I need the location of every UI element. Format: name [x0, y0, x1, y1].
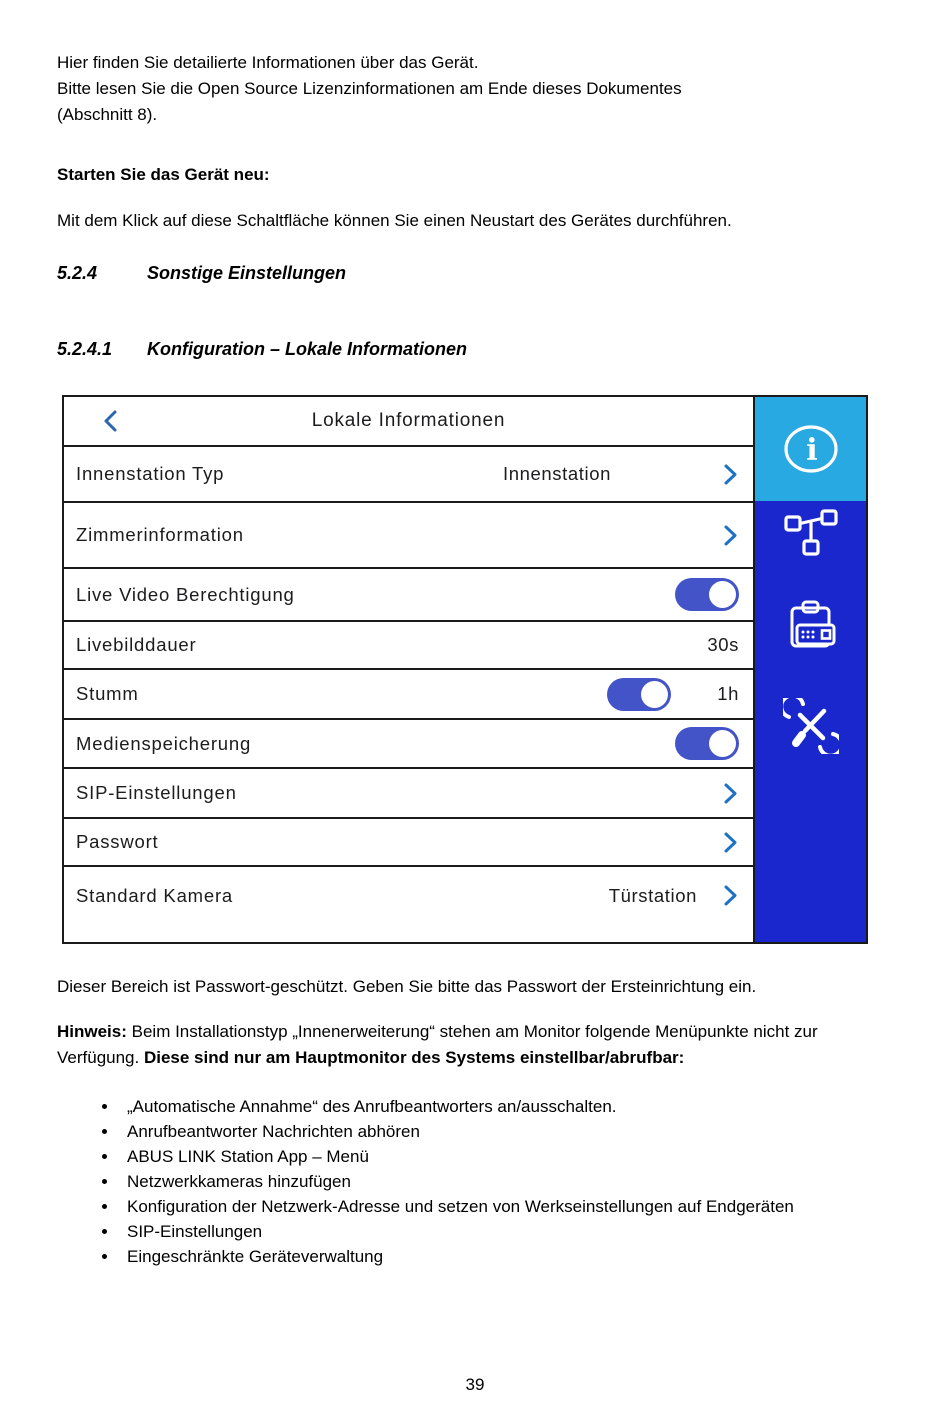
- list-item: • Anrufbeantworter Nachrichten abhören: [119, 1120, 893, 1145]
- local-info-screen: [62, 395, 868, 944]
- intro-paragraph: [57, 50, 893, 128]
- sidebar: [755, 397, 866, 942]
- row-stumm: [64, 668, 753, 718]
- back-chevron-icon: [102, 409, 119, 433]
- restart-heading: Starten Sie das Gerät neu:: [57, 165, 270, 184]
- back-button[interactable]: [102, 397, 119, 445]
- list-item: • Netzwerkkameras hinzufügen: [119, 1170, 893, 1195]
- svg-text:i: i: [805, 433, 818, 468]
- intro-line: Bitte lesen Sie die Open Source Lizenzinformationen am Ende dieses Dokumentes: [57, 79, 682, 98]
- chevron-right-icon: [723, 782, 739, 805]
- intercom-icon: [782, 598, 840, 654]
- list-item: • SIP-Einstellungen: [119, 1220, 893, 1245]
- stumm-toggle[interactable]: [607, 678, 671, 711]
- section-heading-5241: [57, 336, 893, 362]
- section-title: Konfiguration – Lokale Informationen: [147, 339, 468, 359]
- list-item: • Konfiguration der Netzwerk-Adresse und setzen von Werkseinstellungen auf Endgeräten: [119, 1195, 893, 1220]
- chevron-right-icon: [723, 831, 739, 854]
- screen-header: [64, 397, 753, 447]
- row-zimmerinformation[interactable]: [64, 501, 753, 567]
- row-label: Medienspeicherung: [76, 732, 252, 754]
- live-video-toggle[interactable]: [675, 578, 739, 611]
- row-value: Türstation: [608, 884, 697, 906]
- sidebar-tab-intercom[interactable]: [755, 591, 866, 661]
- list-item: • „Automatische Annahme“ des Anrufbeantworters an/ausschalten.: [119, 1095, 893, 1120]
- intro-line: (Abschnitt 8).: [57, 105, 158, 124]
- list-item: • Eingeschränkte Geräteverwaltung: [119, 1245, 893, 1270]
- section-title: Sonstige Einstellungen: [147, 263, 347, 283]
- row-label: SIP-Einstellungen: [76, 782, 237, 803]
- tools-icon: [783, 698, 839, 754]
- row-value: 1h: [717, 683, 739, 704]
- sidebar-tab-info[interactable]: [755, 397, 866, 501]
- section-number: 5.2.4: [57, 263, 98, 283]
- row-label: Livebilddauer: [76, 634, 197, 655]
- row-sip-einstellungen[interactable]: [64, 767, 753, 817]
- chevron-right-icon: [723, 463, 739, 486]
- restart-body: Mit dem Klick auf diese Schaltfläche können Sie einen Neustart des Gerätes durchführen.: [57, 211, 732, 230]
- list-item: • ABUS LINK Station App – Menü: [119, 1145, 893, 1170]
- chevron-right-icon: [723, 884, 739, 907]
- intro-line: Hier finden Sie detailierte Informationen über das Gerät.: [57, 53, 479, 72]
- password-note: Dieser Bereich ist Passwort-geschützt. Geben Sie bitte das Passwort der Ersteinrichtung ein.: [57, 977, 757, 996]
- row-passwort[interactable]: [64, 817, 753, 865]
- page-number: 39: [465, 1375, 485, 1394]
- row-live-video-berechtigung: [64, 567, 753, 620]
- restricted-menu-list: [119, 1095, 893, 1270]
- row-livebilddauer[interactable]: [64, 620, 753, 668]
- section-heading-524: [57, 260, 893, 286]
- row-value: Innenstation: [502, 463, 611, 484]
- row-innenstation-typ[interactable]: [64, 447, 753, 501]
- row-standard-kamera[interactable]: [64, 865, 753, 924]
- row-label: Innenstation Typ: [76, 463, 225, 484]
- hinweis-paragraph: [57, 1019, 893, 1071]
- hinweis-label: Hinweis:: [57, 1022, 127, 1041]
- medienspeicherung-toggle[interactable]: [675, 727, 739, 760]
- screen-title: Lokale Informationen: [311, 410, 506, 431]
- chevron-right-icon: [723, 524, 739, 547]
- row-label: Live Video Berechtigung: [76, 583, 295, 605]
- row-medienspeicherung: [64, 718, 753, 767]
- hinweis-body: Beim Installationstyp „Innenerweiterung“ stehen am Monitor folgende Menüpunkte nicht zur Verfügung.: [57, 1022, 818, 1067]
- row-label: Stumm: [76, 683, 139, 704]
- sidebar-tab-network[interactable]: [755, 501, 866, 561]
- settings-panel: [64, 397, 755, 942]
- row-label: Standard Kamera: [76, 884, 234, 906]
- row-value: 30s: [707, 634, 739, 655]
- info-icon: [779, 422, 843, 476]
- row-label: Passwort: [76, 831, 159, 852]
- sidebar-tab-tools[interactable]: [755, 691, 866, 761]
- network-icon: [782, 504, 840, 558]
- section-number: 5.2.4.1: [57, 339, 113, 359]
- row-label: Zimmerinformation: [76, 524, 244, 545]
- hinweis-bold: Diese sind nur am Hauptmonitor des Systems einstellbar/abrufbar:: [143, 1048, 685, 1067]
